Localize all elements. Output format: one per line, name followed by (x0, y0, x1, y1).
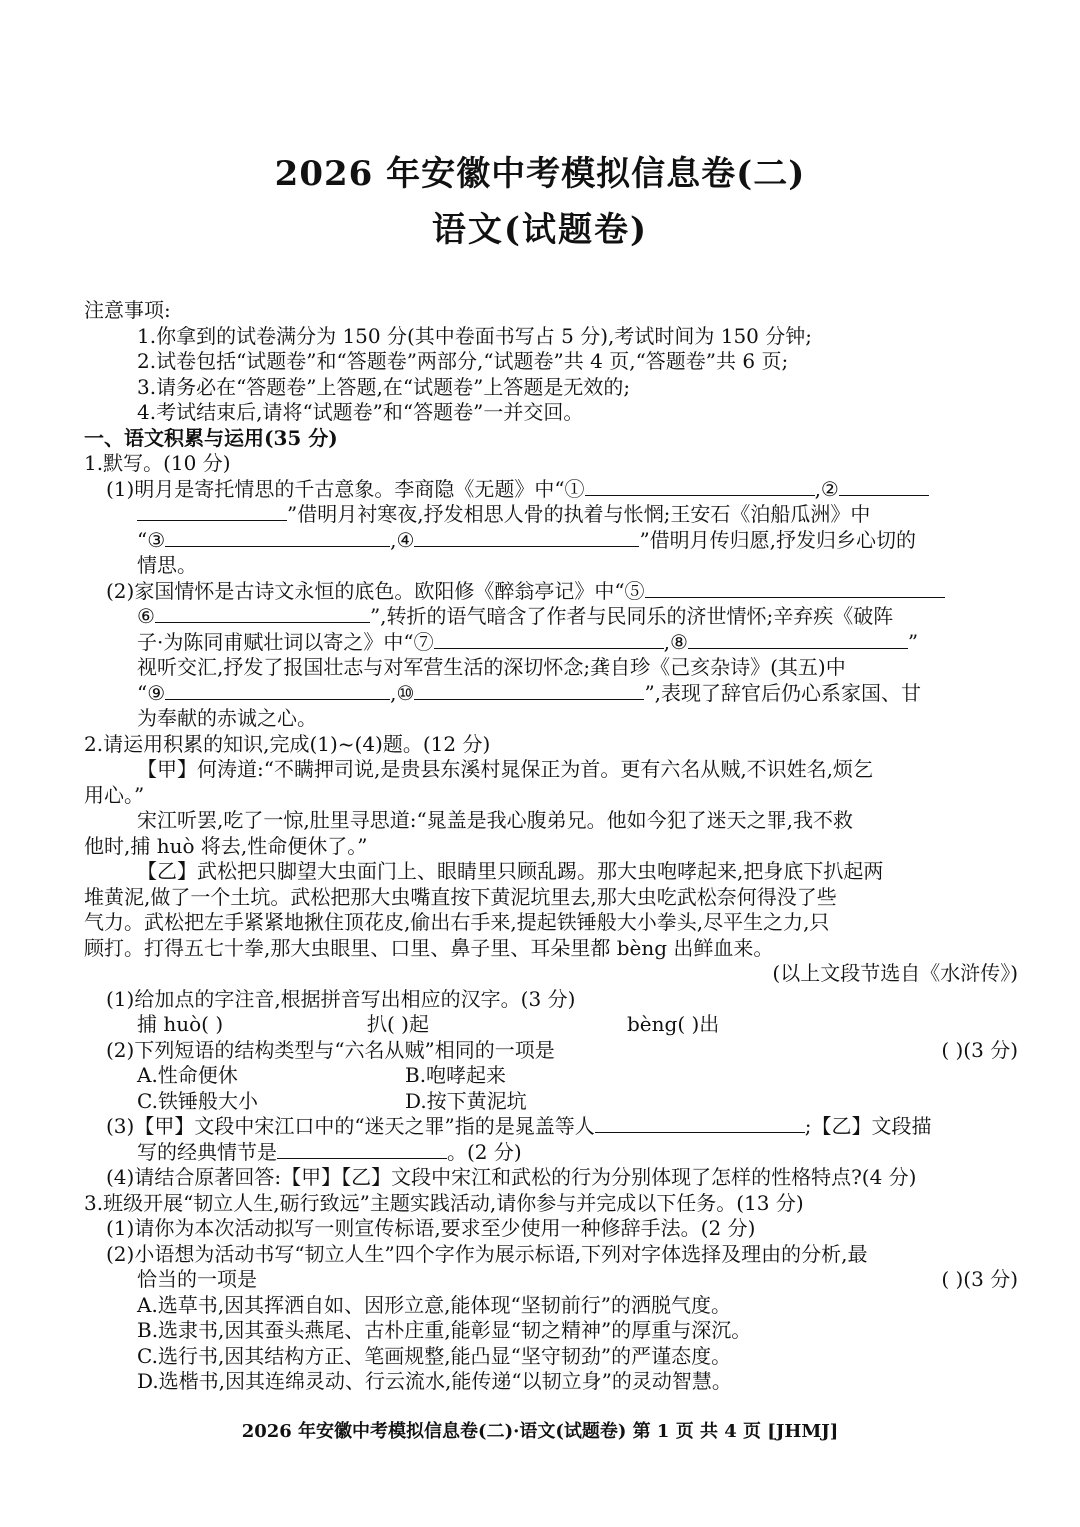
q1-text: ”借明月衬寒夜,抒发相思人骨的执着与怅惘;王安石《泊船瓜洲》中 (287, 502, 871, 526)
option-c[interactable]: C.铁锤般大小 (137, 1088, 258, 1113)
q1-text: (2)家国情怀是古诗文永恒的底色。欧阳修《醉翁亭记》中“⑤ (106, 578, 645, 603)
answer-paren[interactable]: ( )(3 分) (941, 1037, 1018, 1062)
q1-part2-line (84, 681, 1024, 707)
passage-jia: 宋江听罢,吃了一惊,肚里寻思道:“晁盖是我心腹弟兄。他如今犯了迷天之罪,我不救 (137, 808, 854, 832)
q3-sub2-text: 恰当的一项是 (137, 1267, 257, 1291)
exam-content (84, 298, 1024, 1395)
q1-text: “⑨ (137, 680, 166, 705)
q3-sub2 (84, 1267, 1024, 1293)
q2-sub1: (1)给加点的字注音,根据拼音写出相应的汉字。(3 分) (106, 986, 576, 1011)
passage-source: (以上文段节选自《水浒传》) (772, 961, 1018, 985)
passage-yi: 顾打。打得五七十拳,那大虫眼里、口里、鼻子里、耳朵里都 bèng 出鲜血来。 (84, 935, 774, 960)
question-2-heading: 2.请运用积累的知识,完成(1)~(4)题。(12 分) (84, 731, 491, 756)
notice-item: 3.请务必在“答题卷”上答题,在“试题卷”上答题是无效的; (137, 374, 631, 399)
passage-yi: 气力。武松把左手紧紧地揪住顶花皮,偷出右手来,提起铁锤般大小拳头,尽平生之力,只 (84, 910, 830, 934)
option-d[interactable]: D.按下黄泥坑 (405, 1088, 527, 1113)
answer-blank-episode[interactable] (277, 1140, 447, 1159)
q1-text: 情思。 (137, 553, 197, 577)
q2-sub3-text: (3)【甲】文段中宋江口中的“迷天之罪”指的是晁盖等人 (106, 1114, 595, 1138)
option-b[interactable]: B.选隶书,因其蚕头燕尾、古朴庄重,能彰显“韧之精神”的厚重与深沉。 (137, 1318, 752, 1342)
q2-sub3 (84, 1114, 1024, 1140)
q2-sub3-text: 写的经典情节是 (137, 1139, 277, 1164)
q1-text: ” (907, 629, 919, 654)
pinyin-item-beng[interactable]: bèng( )出 (627, 1012, 720, 1036)
q1-text: ,⑩ (390, 680, 415, 705)
section-heading: 一、语文积累与运用(35 分) (84, 425, 338, 450)
notice-item: 1.你拿到的试卷满分为 150 分(其中卷面书写占 5 分),考试时间为 150 分钟; (137, 323, 812, 348)
answer-blank-4[interactable] (414, 528, 639, 547)
passage-yi: 堆黄泥,做了一个土坑。武松把那大虫嘴直按下黄泥坑里去,那大虫吃武松奈何得没了些 (84, 884, 837, 909)
option-d[interactable]: D.选楷书,因其连绵灵动、行云流水,能传递“以韧立身”的灵动智慧。 (137, 1369, 732, 1393)
q2-sub3-text: 。(2 分) (447, 1139, 522, 1164)
q2-sub2-text: (2)下列短语的结构类型与“六名从贼”相同的一项是 (106, 1037, 555, 1062)
q1-part1-line (84, 477, 1024, 503)
passage-jia: 用心。” (84, 782, 145, 807)
answer-blank-5[interactable] (645, 579, 945, 598)
q2-sub4: (4)请结合原著回答:【甲】【乙】文段中宋江和武松的行为分别体现了怎样的性格特点?(4 分) (106, 1165, 917, 1189)
q1-part2-line (84, 579, 1024, 605)
q2-sub2 (84, 1038, 1024, 1064)
q1-part1-line (84, 502, 1024, 528)
notice-heading: 注意事项: (84, 298, 171, 322)
q1-part2-line (84, 630, 1024, 656)
q1-text: ,④ (390, 527, 415, 552)
page-footer: 2026 年安徽中考模拟信息卷(二)·语文(试题卷) 第 1 页 共 4 页 [JHMJ] (241, 1421, 839, 1442)
answer-blank-9[interactable] (165, 681, 390, 700)
answer-blank-criminal[interactable] (595, 1114, 805, 1133)
q2-options-row (84, 1063, 1024, 1089)
option-c[interactable]: C.选行书,因其结构方正、笔画规整,能凸显“坚守韧劲”的严谨态度。 (137, 1343, 732, 1368)
answer-blank-2-cont[interactable] (137, 502, 287, 521)
pinyin-item-huo[interactable]: 捕 huò( ) (137, 1012, 224, 1036)
q3-sub1: (1)请你为本次活动拟写一则宣传标语,要求至少使用一种修辞手法。(2 分) (106, 1216, 756, 1240)
notice-item: 4.考试结束后,请将“试题卷”和“答题卷”一并交回。 (137, 400, 584, 424)
q1-text: ,② (814, 476, 839, 501)
passage-jia: 他时,捕 huò 将去,性命便休了。” (84, 833, 368, 858)
option-b[interactable]: B.咆哮起来 (405, 1063, 507, 1087)
q1-text: ”借明月传归愿,抒发归乡心切的 (639, 527, 917, 552)
q1-text: 视听交汇,抒发了报国壮志与对军营生活的深切怀念;龚自珍《己亥杂诗》(其五)中 (137, 655, 846, 679)
option-a[interactable]: A.性命便休 (137, 1063, 238, 1087)
answer-paren[interactable]: ( )(3 分) (941, 1267, 1018, 1291)
q1-text: (1)明月是寄托情思的千古意象。李商隐《无题》中“① (106, 476, 585, 501)
q1-text: ”,转折的语气暗含了作者与民同乐的济世情怀;辛弃疾《破阵 (369, 604, 894, 628)
q1-text: 子·为陈同甫赋壮词以寄之》中“⑦ (137, 629, 434, 654)
q2-options-row (84, 1089, 1024, 1115)
question-1-heading: 1.默写。(10 分) (84, 451, 231, 475)
passage-yi: 【乙】武松把只脚望大虫面门上、眼睛里只顾乱踢。那大虫咆哮起来,把身底下扒起两 (137, 859, 884, 883)
q3-sub2: (2)小语想为活动书写“韧立人生”四个字作为展示标语,下列对字体选择及理由的分析,最 (106, 1241, 868, 1266)
q1-text: “③ (137, 527, 166, 552)
q1-part2-line (84, 604, 1024, 630)
answer-blank-7[interactable] (434, 630, 664, 649)
answer-blank-8[interactable] (688, 630, 908, 649)
exam-subtitle: 语文(试题卷) (431, 210, 649, 250)
q2-sub3 (84, 1140, 1024, 1166)
answer-blank-2[interactable] (839, 477, 929, 496)
answer-blank-3[interactable] (165, 528, 390, 547)
q1-text: ,⑧ (663, 629, 688, 654)
exam-title: 2026 年安徽中考模拟信息卷(二) (274, 154, 806, 194)
pinyin-item-ba[interactable]: 扒( )起 (367, 1012, 429, 1036)
passage-jia: 【甲】何涛道:“不瞒押司说,是贵县东溪村晁保正为首。更有六名从贼,不识姓名,烦乞 (137, 757, 874, 781)
q2-sub1-items (84, 1012, 1024, 1038)
q1-text: ”,表现了辞官后仍心系家国、甘 (644, 680, 922, 705)
answer-blank-1[interactable] (585, 477, 815, 496)
notice-item: 2.试卷包括“试题卷”和“答题卷”两部分,“试题卷”共 4 页,“答题卷”共 6 页; (137, 349, 789, 373)
answer-blank-10[interactable] (414, 681, 644, 700)
q1-text: ⑥ (137, 604, 155, 628)
answer-blank-6[interactable] (155, 604, 370, 623)
q2-sub3-text: ;【乙】文段描 (804, 1114, 932, 1138)
q1-text: 为奉献的赤诚之心。 (137, 706, 317, 730)
question-3-heading: 3.班级开展“韧立人生,砺行致远”主题实践活动,请你参与并完成以下任务。(13 分) (84, 1190, 804, 1215)
option-a[interactable]: A.选草书,因其挥洒自如、因形立意,能体现“坚韧前行”的洒脱气度。 (137, 1292, 731, 1317)
q1-part1-line (84, 528, 1024, 554)
